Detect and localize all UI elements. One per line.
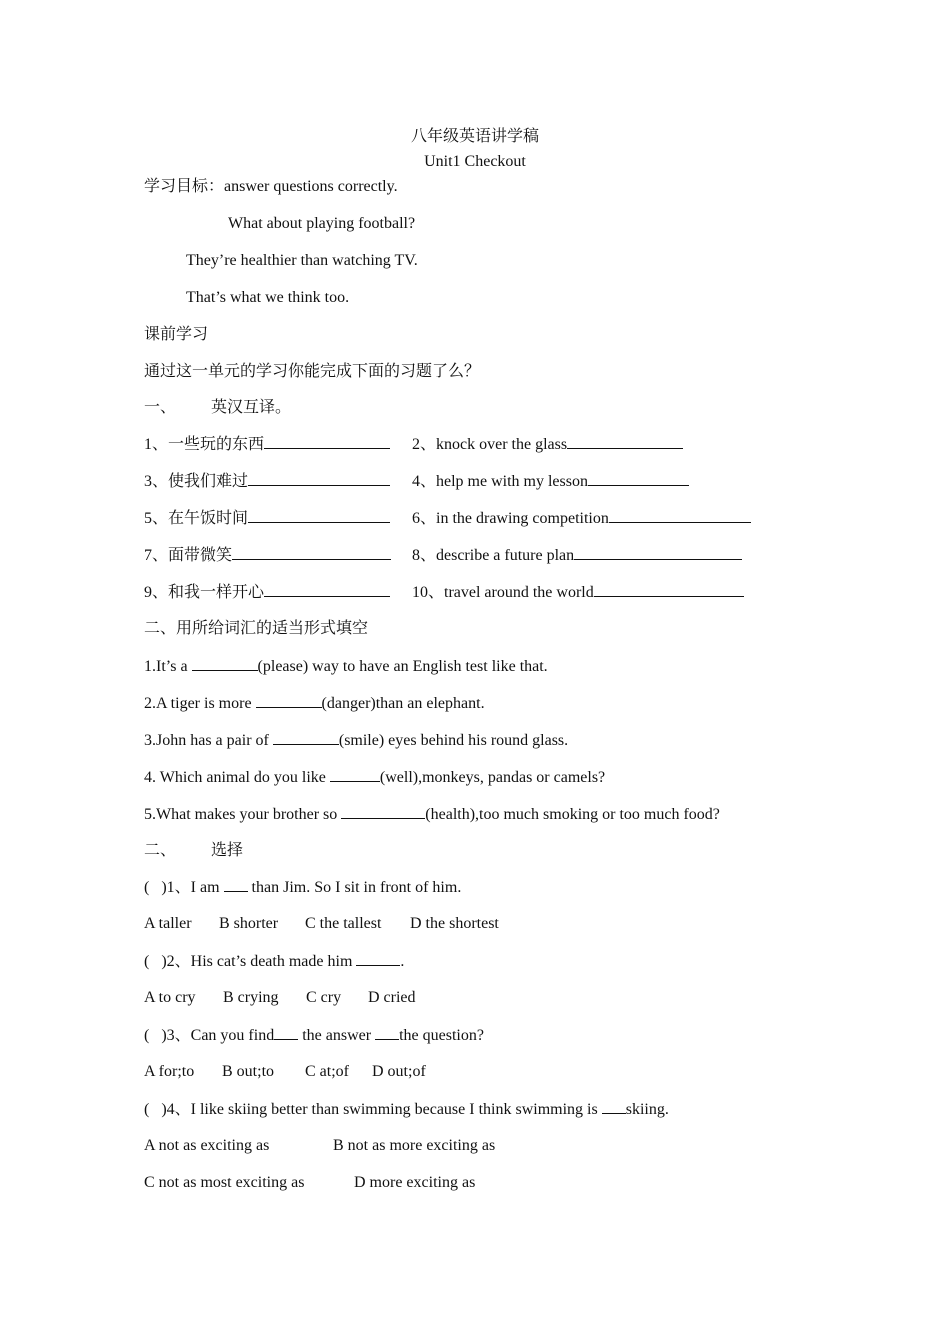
choice-option-b[interactable]: B shorter bbox=[219, 915, 279, 932]
section1-number: 一、 bbox=[144, 399, 177, 416]
answer-blank[interactable] bbox=[248, 471, 390, 486]
translation-item: 3、使我们难过 bbox=[144, 471, 390, 492]
answer-blank[interactable] bbox=[375, 1025, 399, 1040]
fill-item: 2.A tiger is more (danger)than an elephant. bbox=[144, 695, 485, 712]
preview-intro: 通过这一单元的学习你能完成下面的习题了么？ bbox=[144, 363, 481, 380]
objective-line-4: That’s what we think too. bbox=[186, 289, 350, 306]
answer-blank[interactable] bbox=[256, 693, 322, 708]
answer-blank[interactable] bbox=[594, 582, 744, 597]
answer-blank[interactable] bbox=[248, 508, 390, 523]
answer-blank[interactable] bbox=[574, 545, 742, 560]
translation-item: 7、面带微笑 bbox=[144, 545, 391, 566]
translation-item: 9、和我一样开心 bbox=[144, 582, 390, 603]
objective-line-2: What about playing football? bbox=[228, 215, 416, 232]
answer-blank[interactable] bbox=[609, 508, 751, 523]
choice-option-b[interactable]: B out;to bbox=[222, 1063, 275, 1080]
choice-option-d[interactable]: D more exciting as bbox=[354, 1174, 476, 1191]
answer-blank[interactable] bbox=[232, 545, 391, 560]
page-subtitle: Unit1 Checkout bbox=[424, 153, 526, 170]
answer-blank[interactable] bbox=[602, 1099, 626, 1114]
fill-item: 3.John has a pair of (smile) eyes behind his round glass. bbox=[144, 732, 569, 749]
page-title: 八年级英语讲学稿 bbox=[410, 128, 539, 145]
answer-blank[interactable] bbox=[588, 471, 689, 486]
objective-line-3: They’re healthier than watching TV. bbox=[186, 252, 418, 269]
objective-text: answer questions correctly. bbox=[224, 178, 398, 195]
choice-question: ( )4、I like skiing better than swimming because I think swimming is skiing. bbox=[144, 1101, 669, 1118]
section3-number: 二、 bbox=[144, 842, 177, 859]
section2-title: 二、用所给词汇的适当形式填空 bbox=[144, 620, 369, 637]
fill-item: 5.What makes your brother so (health),too much smoking or too much food? bbox=[144, 806, 720, 823]
choice-option-c[interactable]: C at;of bbox=[305, 1063, 349, 1080]
choice-option-b[interactable]: B crying bbox=[223, 989, 279, 1006]
choice-option-a[interactable]: A to cry bbox=[144, 989, 196, 1006]
choice-option-d[interactable]: D cried bbox=[368, 989, 416, 1006]
choice-option-a[interactable]: A taller bbox=[144, 915, 192, 932]
answer-blank[interactable] bbox=[341, 804, 425, 819]
choice-option-d[interactable]: D the shortest bbox=[410, 915, 499, 932]
translation-item: 2、knock over the glass bbox=[412, 434, 683, 455]
translation-item: 4、help me with my lesson bbox=[412, 471, 689, 492]
choice-question: ( )2、His cat’s death made him . bbox=[144, 953, 405, 970]
translation-item: 6、in the drawing competition bbox=[412, 508, 751, 529]
answer-blank[interactable] bbox=[356, 951, 400, 966]
section1-title: 英汉互译。 bbox=[211, 399, 292, 416]
fill-item: 4. Which animal do you like (well),monkeys, pandas or camels? bbox=[144, 769, 606, 786]
answer-blank[interactable] bbox=[330, 767, 380, 782]
preview-heading: 课前学习 bbox=[144, 326, 209, 343]
answer-blank[interactable] bbox=[273, 730, 339, 745]
objective-line-1 bbox=[144, 177, 398, 197]
answer-blank[interactable] bbox=[567, 434, 683, 449]
choice-option-b[interactable]: B not as more exciting as bbox=[333, 1137, 496, 1154]
choice-question: ( )3、Can you find the answer the question? bbox=[144, 1027, 484, 1044]
fill-item: 1.It’s a (please) way to have an English test like that. bbox=[144, 658, 548, 675]
translation-item: 10、travel around the world bbox=[412, 582, 744, 603]
choice-option-c[interactable]: C not as most exciting as bbox=[144, 1174, 305, 1191]
choice-option-d[interactable]: D out;of bbox=[372, 1063, 426, 1080]
translation-item: 1、一些玩的东西 bbox=[144, 434, 390, 455]
choice-option-a[interactable]: A for;to bbox=[144, 1063, 195, 1080]
answer-blank[interactable] bbox=[264, 434, 390, 449]
translation-item: 8、describe a future plan bbox=[412, 545, 742, 566]
choice-option-c[interactable]: C cry bbox=[306, 989, 342, 1006]
choice-option-a[interactable]: A not as exciting as bbox=[144, 1137, 270, 1154]
answer-blank[interactable] bbox=[274, 1025, 298, 1040]
answer-blank[interactable] bbox=[224, 877, 248, 892]
choice-option-c[interactable]: C the tallest bbox=[305, 915, 382, 932]
section3-title: 选择 bbox=[211, 842, 244, 859]
answer-blank[interactable] bbox=[192, 656, 258, 671]
translation-item: 5、在午饭时间 bbox=[144, 508, 390, 529]
choice-question: ( )1、I am than Jim. So I sit in front of him. bbox=[144, 879, 462, 896]
answer-blank[interactable] bbox=[264, 582, 390, 597]
objective-label: 学习目标： bbox=[144, 178, 225, 195]
